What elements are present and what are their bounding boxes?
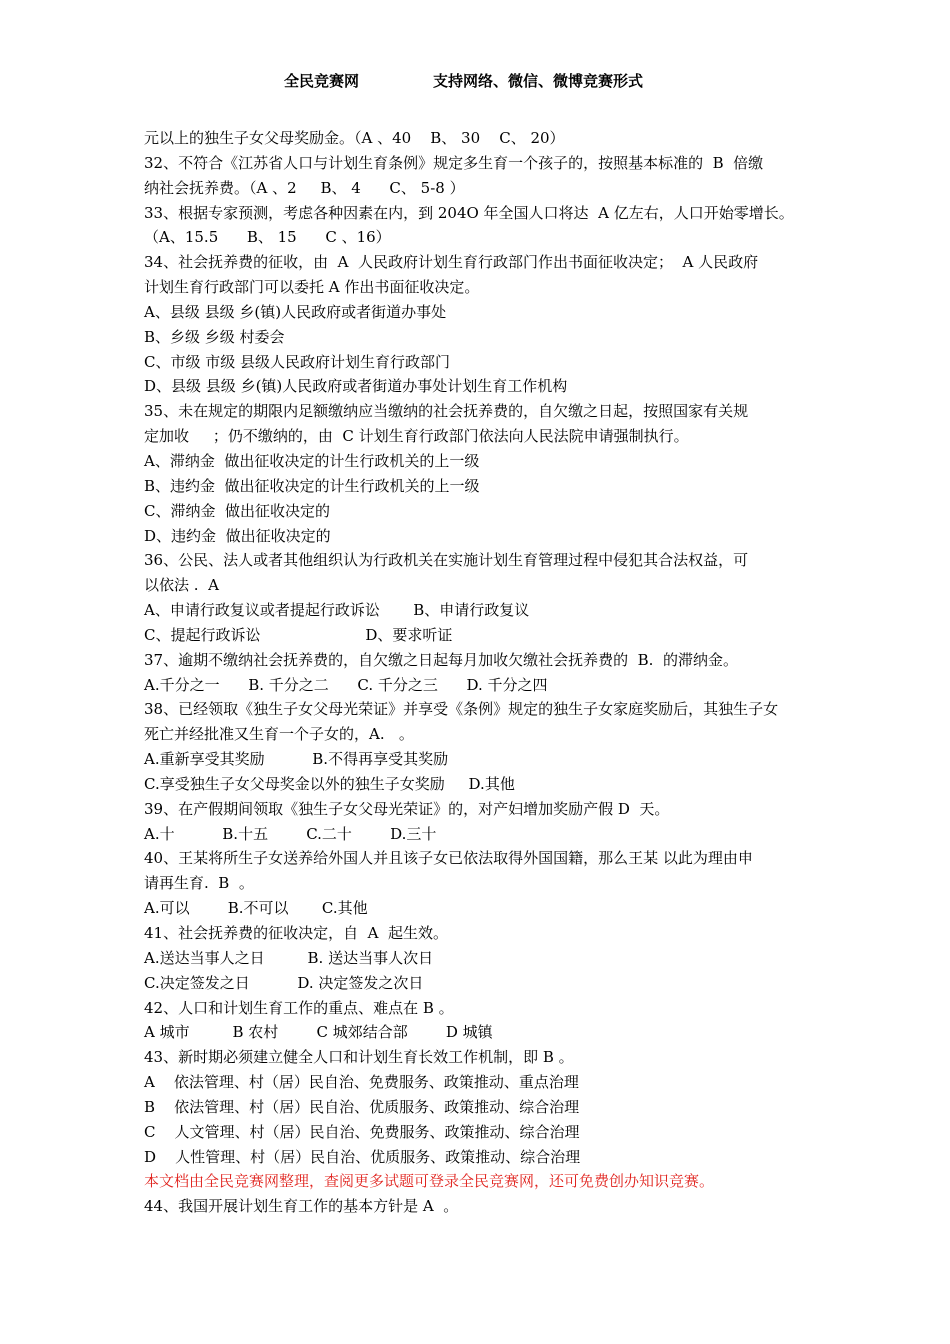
text-line: （A、15.5 B、 15 C 、16） (144, 228, 391, 247)
option-line: A 依法管理、村（居）民自治、免费服务、政策推动、重点治理 (144, 1073, 579, 1092)
question-43-line: 43、新时期必须建立健全人口和计划生育长效工作机制，即 B 。 (144, 1048, 574, 1067)
text-line: 定加收 ；仍不缴纳的，由 C 计划生育行政部门依法向人民法院申请强制执行。 (144, 427, 689, 446)
option-line: A.送达当事人之日 B. 送达当事人次日 (144, 948, 434, 967)
question-44-line: 44、我国开展计划生育工作的基本方针是 A 。 (144, 1197, 459, 1216)
promo-notice: 本文档由全民竞赛网整理，查阅更多试题可登录全民竞赛网，还可免费创办知识竞赛。 (144, 1172, 715, 1191)
question-33-line: 33、根据专家预测，考虑各种因素在内，到 204O 年全国人口将达 A 亿左右，人口开始零增长。 (144, 203, 794, 222)
document-body (144, 126, 824, 1219)
option-line: A、申请行政复议或者提起行政诉讼 B、申请行政复议 (144, 601, 530, 620)
option-line: C、提起行政诉讼 D、要求听证 (144, 625, 453, 644)
question-40-line: 40、王某将所生子女送养给外国人并且该子女已依法取得外国国籍，那么王某 以此为理由申 (144, 849, 753, 868)
question-34-line: 34、社会抚养费的征收，由 A 人民政府计划生育行政部门作出书面征收决定； A 人民政府 (144, 253, 759, 272)
option-line: C、滞纳金 做出征收决定的 (144, 501, 331, 520)
option-line: C.决定签发之日 D. 决定签发之次日 (144, 973, 424, 992)
question-39-line: 39、在产假期间领取《独生子女父母光荣证》的，对产妇增加奖励产假 D 天。 (144, 799, 670, 818)
option-line: D、县级 县级 乡(镇)人民政府或者街道办事处计划生育工作机构 (144, 377, 568, 396)
option-line: A 城市 B 农村 C 城郊结合部 D 城镇 (144, 1023, 493, 1042)
text-line: 纳社会抚养费。（A 、2 B、 4 C、 5-8 ） (144, 178, 465, 197)
header-site-name: 全民竞赛网 (284, 72, 360, 90)
option-line: A、滞纳金 做出征收决定的计生行政机关的上一级 (144, 451, 480, 470)
text-line: 请再生育. B 。 (144, 874, 254, 893)
text-line: 计划生育行政部门可以委托 A 作出书面征收决定。 (144, 278, 480, 297)
question-37-line: 37、逾期不缴纳社会抚养费的，自欠缴之日起每月加收欠缴社会抚养费的 B. 的滞纳金。 (144, 650, 738, 669)
option-line: B、违约金 做出征收决定的计生行政机关的上一级 (144, 476, 480, 495)
option-line: B、乡级 乡级 村委会 (144, 327, 285, 346)
question-35-line: 35、未在规定的期限内足额缴纳应当缴纳的社会抚养费的，自欠缴之日起，按照国家有关规 (144, 402, 749, 421)
option-line: A.重新享受其奖励 B.不得再享受其奖励 (144, 750, 449, 769)
page-header (0, 70, 950, 90)
option-line: C 人文管理、村（居）民自治、免费服务、政策推动、综合治理 (144, 1122, 580, 1141)
option-line: A.可以 B.不可以 C.其他 (144, 899, 368, 918)
question-42-line: 42、人口和计划生育工作的重点、难点在 B 。 (144, 998, 454, 1017)
text-line: 元以上的独生子女父母奖励金。（A 、40 B、 30 C、 20） (144, 129, 565, 147)
text-line: 以依法 . A (144, 576, 219, 595)
question-32-line: 32、不符合《江苏省人口与计划生育条例》规定多生育一个孩子的，按照基本标准的 B 倍缴 (144, 153, 764, 172)
option-line: B 依法管理、村（居）民自治、优质服务、政策推动、综合治理 (144, 1097, 580, 1116)
option-line: D 人性管理、村（居）民自治、优质服务、政策推动、综合治理 (144, 1147, 581, 1166)
question-38-line: 38、已经领取《独生子女父母光荣证》并享受《条例》规定的独生子女家庭奖励后，其独生子女 (144, 700, 779, 719)
text-line: 死亡并经批准又生育一个子女的，A. 。 (144, 725, 414, 744)
option-line: C、市级 市级 县级人民政府计划生育行政部门 (144, 352, 451, 371)
option-line: C.享受独生子女父母奖金以外的独生子女奖励 D.其他 (144, 774, 515, 793)
question-36-line: 36、公民、法人或者其他组织认为行政机关在实施计划生育管理过程中侵犯其合法权益，可 (144, 551, 749, 570)
option-line: A、县级 县级 乡(镇)人民政府或者街道办事处 (144, 302, 447, 321)
header-tagline: 支持网络、微信、微博竞赛形式 (433, 72, 644, 90)
option-line: D、违约金 做出征收决定的 (144, 526, 331, 545)
option-line: A.十 B.十五 C.二十 D.三十 (144, 824, 437, 843)
question-41-line: 41、社会抚养费的征收决定，自 A 起生效。 (144, 924, 448, 942)
option-line: A.千分之一 B. 千分之二 C. 千分之三 D. 千分之四 (144, 675, 548, 694)
